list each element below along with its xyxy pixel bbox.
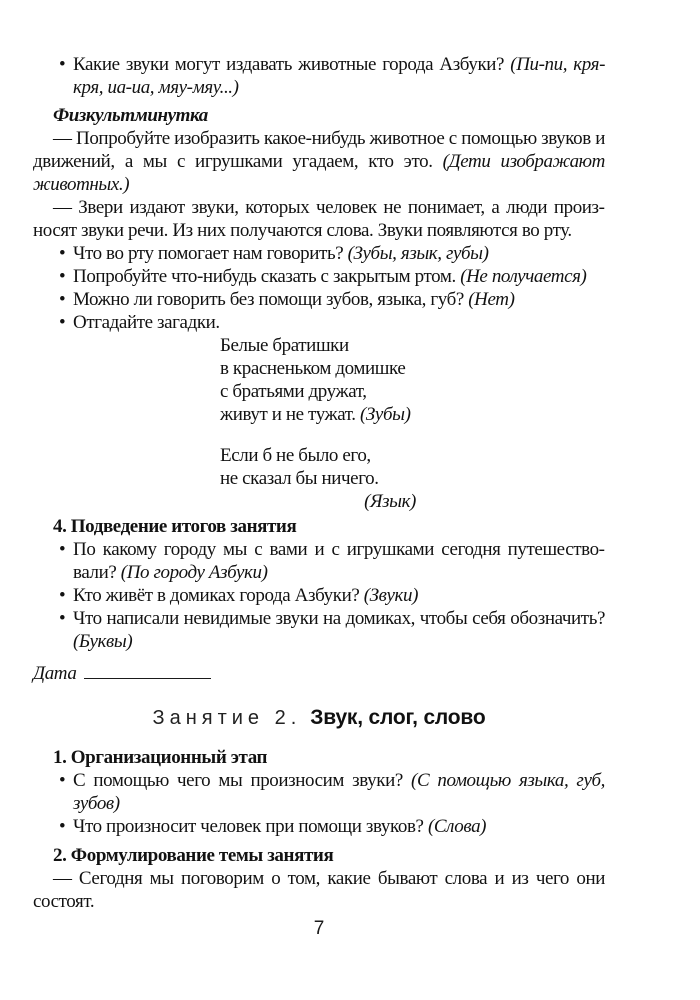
bullet-icon: • [59, 266, 66, 287]
riddle-answer: (Язык) [364, 491, 416, 512]
bullet-question-mouth [33, 242, 605, 265]
fizkultminutka-heading: Физкультминутка [53, 105, 208, 126]
answer-text: (Нет) [468, 289, 515, 310]
question-text: По какому городу мы с вами и с игрушками сегодня путешествовали? [73, 539, 605, 583]
riddle-line: в красненьком домишке [220, 358, 406, 379]
bullet-icon: • [59, 539, 66, 560]
paragraph-text: — Попробуйте изобразить какое-нибудь животное с помощью звуков и движений, а мы с игрушками угадаем, кто это. [33, 128, 605, 172]
answer-text: (С помощью языка, губ, зубов) [73, 770, 605, 815]
bullet-guess-riddles [33, 311, 605, 334]
bullet-question-city [33, 538, 605, 584]
riddle-line: Если б не было его, [220, 445, 371, 466]
bullet-icon: • [59, 770, 66, 792]
question-text: Можно ли говорить без помощи зубов, языка, губ? [73, 289, 469, 310]
date-label: Дата [33, 663, 77, 685]
riddle-line: с братьями дружат, [220, 381, 367, 402]
paragraph-text: — Звери издают звуки, которых человек не понимает, а люди произносят звуки речи. Из них получаются слова. Звуки появляются во рту. [33, 197, 605, 241]
bullet-icon: • [59, 243, 66, 264]
bullet-question-how-pronounce [33, 769, 605, 815]
paragraph-act-out-animal [33, 127, 605, 196]
answer-text: (Не получается) [460, 266, 587, 287]
paragraph-speech-sounds [33, 196, 605, 242]
bullet-question-closed-mouth [33, 265, 605, 288]
answer-text: (По городу Азбуки) [120, 562, 268, 583]
bullet-icon: • [59, 585, 66, 606]
question-text: Какие звуки могут издавать животные города Азбуки? [73, 54, 511, 75]
lesson-title: Звук, слог, слово [310, 706, 486, 730]
stage-direction-text: (Дети изображают животных.) [33, 151, 605, 195]
question-text: С помощью чего мы произносим звуки? [73, 770, 412, 792]
section-heading-organization: 1. Организационный этап [53, 747, 268, 769]
lesson-2-heading [33, 705, 605, 732]
question-text: Кто живёт в домиках города Азбуки? [73, 585, 364, 606]
bullet-question-what-pronounce [33, 815, 605, 838]
question-text: Что во рту помогает нам говорить? [73, 243, 348, 264]
section-heading-theme: 2. Формулирование темы занятия [53, 845, 334, 867]
riddle-line: не сказал бы ничего. [220, 468, 379, 489]
bullet-question-houses [33, 584, 605, 607]
answer-text: (Звуки) [363, 585, 419, 606]
date-blank-line [84, 661, 211, 679]
bullet-icon: • [59, 289, 66, 310]
riddle-tongue [220, 444, 416, 513]
bullet-question-without-teeth [33, 288, 605, 311]
bullet-question-letters [33, 607, 605, 653]
answer-text: (Буквы) [73, 631, 133, 652]
date-line [33, 661, 605, 685]
page-content [33, 53, 605, 913]
bullet-icon: • [59, 816, 66, 838]
page-number: 7 [313, 918, 325, 939]
riddle-teeth [220, 334, 416, 426]
bullet-icon: • [59, 312, 66, 333]
answer-text: (Зубы, язык, губы) [347, 243, 489, 264]
riddle-answer: (Зубы) [360, 404, 411, 425]
question-text: Попробуйте что-нибудь сказать с закрытым ртом. [73, 266, 461, 287]
answer-text: (Пи-пи, кря-кря, иа-иа, мяу-мяу...) [73, 54, 605, 98]
paragraph-today-topic [33, 867, 605, 913]
bullet-icon: • [59, 608, 66, 629]
bullet-icon: • [59, 54, 66, 75]
lesson-number: Занятие 2. [152, 707, 302, 730]
question-text: Отгадайте загадки. [73, 312, 220, 333]
question-text: Что написали невидимые звуки на домиках, чтобы себя обозначить? [73, 608, 605, 629]
riddle-line [220, 403, 416, 426]
question-text: Что произносит человек при помощи звуков? [73, 816, 428, 838]
riddle-line: Белые братишки [220, 335, 349, 356]
riddle-text: живут и не тужат. [220, 404, 360, 425]
section-heading-summary: 4. Подведение итогов занятия [53, 516, 297, 537]
paragraph-text: — Сегодня мы поговорим о том, какие бывают слова и из чего они состоят. [33, 868, 605, 913]
bullet-question-animal-sounds [33, 53, 605, 99]
answer-text: (Слова) [427, 816, 487, 838]
